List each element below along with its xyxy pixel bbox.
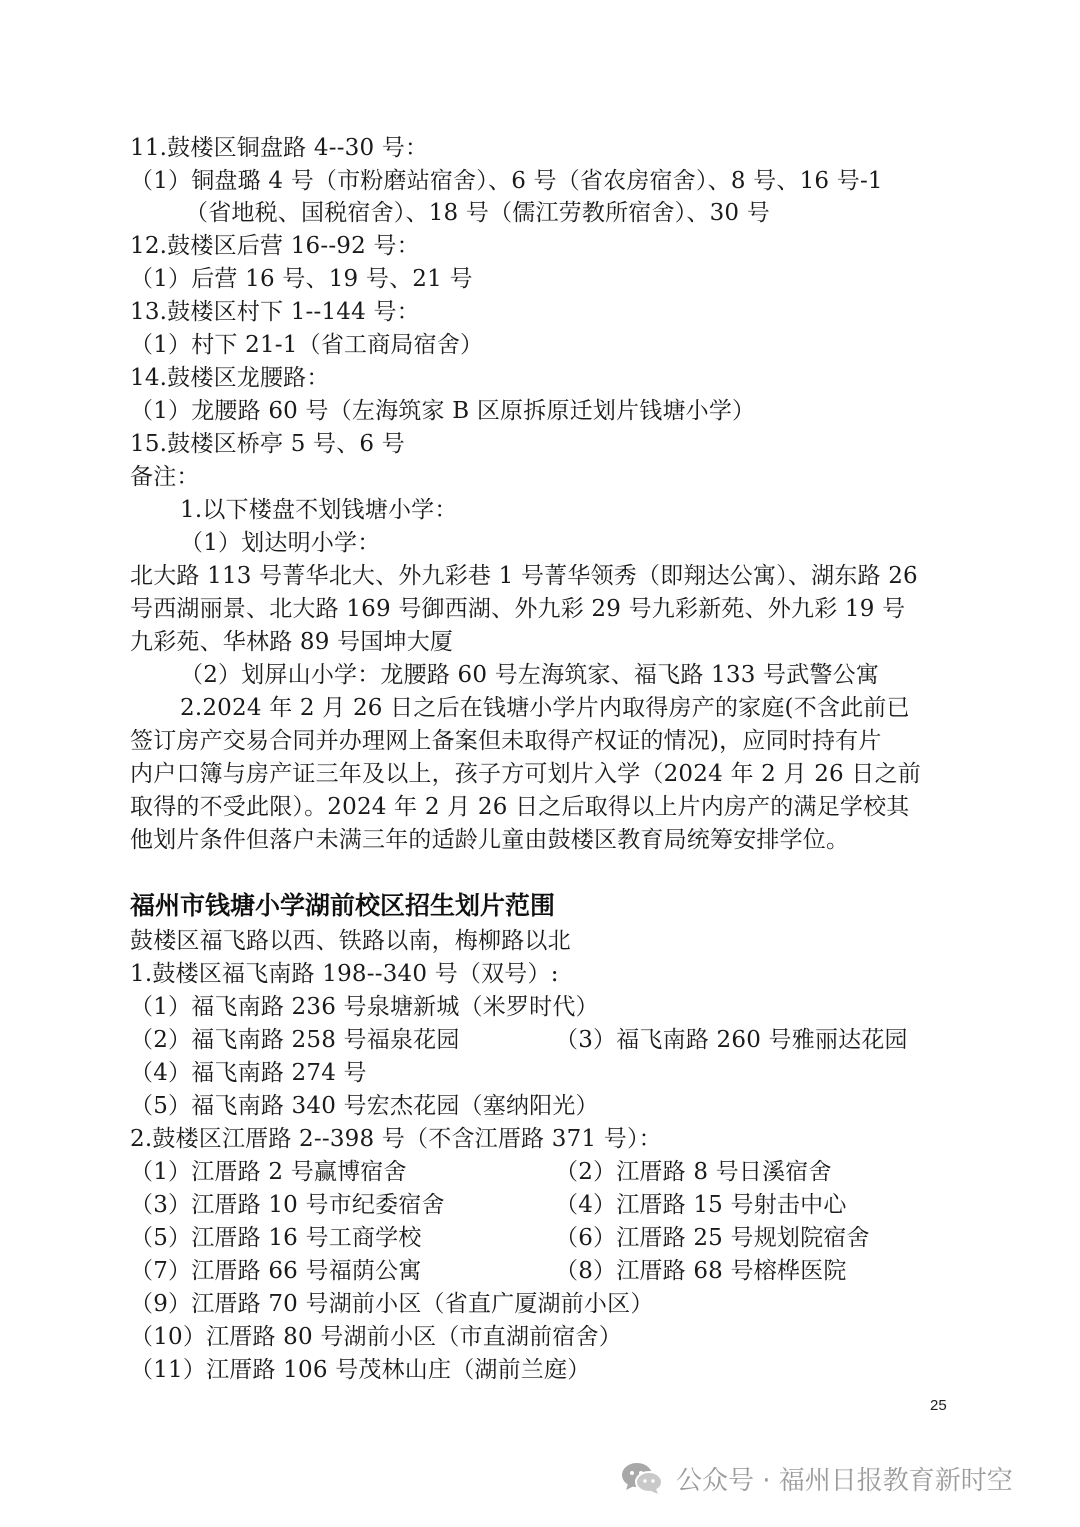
text-line: （10）江厝路 80 号湖前小区（市直湖前宿舍）: [130, 1324, 622, 1350]
text-line: （省地税、国税宿舍）、18 号（儒江劳教所宿舍）、30 号: [185, 200, 770, 226]
text-line: （2）划屏山小学：龙腰路 60 号左海筑家、福飞路 133 号武警公寓: [180, 662, 880, 688]
wechat-icon: [620, 1460, 664, 1496]
watermark: [620, 1456, 1013, 1500]
text-line: 他划片条件但落户未满三年的适龄儿童由鼓楼区教育局统筹安排学位。: [130, 827, 850, 853]
text-line: （4）江厝路 15 号射击中心: [555, 1192, 847, 1218]
text-line: （1）后营 16 号、19 号、21 号: [130, 266, 473, 292]
section-heading: 福州市钱塘小学湖前校区招生划片范围: [130, 891, 556, 920]
text-line: （2）江厝路 8 号日溪宿舍: [555, 1159, 832, 1185]
text-line: （8）江厝路 68 号榕桦医院: [555, 1258, 847, 1284]
page-number: 25: [930, 1397, 947, 1414]
text-line: （5）江厝路 16 号工商学校: [130, 1225, 422, 1251]
text-line: 15.鼓楼区桥亭 5 号、6 号: [130, 431, 405, 457]
text-line: 内户口簿与房产证三年及以上，孩子方可划片入学（2024 年 2 月 26 日之前: [130, 761, 921, 787]
text-line: 签订房产交易合同并办理网上备案但未取得产权证的情况)，应同时持有片: [130, 728, 882, 754]
text-line: （1）铜盘璐 4 号（市粉磨站宿舍）、6 号（省农房宿舍）、8 号、16 号-1: [130, 168, 883, 194]
text-line: 1.以下楼盘不划钱塘小学：: [180, 497, 458, 523]
text-line: （5）福飞南路 340 号宏杰花园（塞纳阳光）: [130, 1093, 599, 1119]
text-line: 11.鼓楼区铜盘路 4--30 号：: [130, 135, 429, 161]
text-line: 1.鼓楼区福飞南路 198--340 号（双号）:: [130, 961, 559, 987]
text-line: （7）江厝路 66 号福荫公寓: [130, 1258, 422, 1284]
text-line: 北大路 113 号菁华北大、外九彩巷 1 号菁华领秀（即翔达公寓）、湖东路 26: [130, 563, 918, 589]
text-line: 取得的不受此限）。2024 年 2 月 26 日之后取得以上片内房产的满足学校其: [130, 794, 910, 820]
text-line: （1）福飞南路 236 号泉塘新城（米罗时代）: [130, 994, 599, 1020]
text-line: （1）龙腰路 60 号（左海筑家 B 区原拆原迁划片钱塘小学）: [130, 398, 756, 424]
text-line: （1）江厝路 2 号赢博宿舍: [130, 1159, 407, 1185]
text-line: 14.鼓楼区龙腰路：: [130, 365, 330, 391]
text-line: 12.鼓楼区后营 16--92 号：: [130, 233, 420, 259]
text-line: （2）福飞南路 258 号福泉花园: [130, 1027, 460, 1053]
text-line: （3）江厝路 10 号市纪委宿舍: [130, 1192, 445, 1218]
text-line: 13.鼓楼区村下 1--144 号：: [130, 299, 420, 325]
text-line: 备注：: [130, 464, 200, 490]
text-line: （1）村下 21-1（省工商局宿舍）: [130, 332, 484, 358]
text-line: （11）江厝路 106 号茂林山庄（湖前兰庭）: [130, 1357, 591, 1383]
text-line: （6）江厝路 25 号规划院宿舍: [555, 1225, 870, 1251]
text-line: （9）江厝路 70 号湖前小区（省直广厦湖前小区）: [130, 1291, 654, 1317]
text-line: 号西湖丽景、北大路 169 号御西湖、外九彩 29 号九彩新苑、外九彩 19 号: [130, 596, 906, 622]
text-line: （4）福飞南路 274 号: [130, 1060, 367, 1086]
watermark-label: 公众号 · 福州日报教育新时空: [676, 1465, 1013, 1496]
text-line: （1）划达明小学：: [180, 530, 381, 556]
text-line: 2.2024 年 2 月 26 日之后在钱塘小学片内取得房产的家庭(不含此前已: [180, 695, 910, 721]
text-line: 鼓楼区福飞路以西、铁路以南，梅柳路以北: [130, 928, 571, 954]
text-line: （3）福飞南路 260 号雅丽达花园: [555, 1027, 908, 1053]
text-line: 九彩苑、华林路 89 号国坤大厦: [130, 629, 454, 655]
text-line: 2.鼓楼区江厝路 2--398 号（不含江厝路 371 号）：: [130, 1126, 662, 1152]
